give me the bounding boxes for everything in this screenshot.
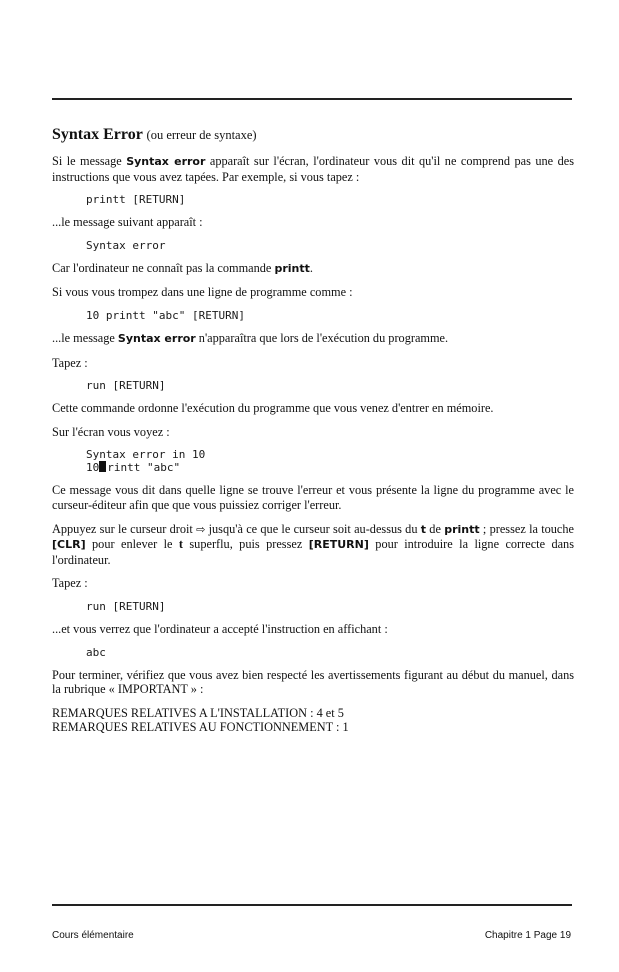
cursor-block-icon (99, 461, 106, 472)
p5-text-pre: ...le message (52, 330, 118, 345)
code5-line2-prefix: 10 (86, 461, 100, 475)
paragraph-7: Cette commande ordonne l'exécution du programme que vous venez d'entrer en mémoire. (52, 401, 494, 416)
p10-part-f: superflu, puis pressez (182, 537, 309, 552)
paragraph-2: ...le message suivant apparaît : (52, 215, 203, 230)
right-arrow-icon: ⇨ (196, 522, 206, 536)
p10-bold-t: t (420, 522, 427, 536)
heading-subtitle: (ou erreur de syntaxe) (146, 128, 257, 142)
p10-bold-printt: printt (444, 522, 480, 536)
paragraph-5 (52, 331, 574, 347)
section-heading (52, 126, 574, 144)
paragraph-10 (52, 522, 574, 568)
footer-course-title: Cours élémentaire (52, 930, 134, 941)
paragraph-3 (52, 261, 574, 277)
top-rule (52, 98, 572, 100)
p10-part-b: jusqu'à ce que le curseur soit au-dessus du (205, 521, 421, 536)
p1-bold: Syntax error (126, 155, 206, 168)
p10-bold-t2: t (178, 537, 183, 552)
code-block-7: abc (86, 645, 106, 659)
p10-part-c: de (426, 521, 445, 536)
p3-text-post: . (309, 260, 313, 275)
code-block-5 (86, 448, 574, 474)
code5-line2-suffix: rintt "abc" (107, 461, 181, 475)
p10-bold-return: [RETURN] (308, 538, 369, 552)
paragraph-8: Sur l'écran vous voyez : (52, 424, 170, 439)
heading-title: Syntax Error (52, 126, 143, 143)
code-block-1: printt [RETURN] (86, 193, 186, 207)
p10-part-g: pour introduire la ligne correcte dans l'ordinateur. (52, 537, 574, 567)
p5-text-post: n'apparaîtra que lors de l'exécution du programme. (195, 330, 449, 345)
code-block-6: run [RETURN] (86, 599, 166, 613)
footer-chapter-page: Chapitre 1 Page 19 (484, 930, 571, 941)
remark-installation: REMARQUES RELATIVES A L'INSTALLATION : 4 et 5 (52, 705, 344, 720)
p10-bold-clr: [CLR] (52, 538, 86, 552)
remark-fonctionnement: REMARQUES RELATIVES AU FONCTIONNEMENT : 1 (52, 719, 349, 734)
paragraph-13: Pour terminer, vérifiez que vous avez bien respecté les avertissements figurant au début du manuel, dans la rubrique « IMPORTANT » : (52, 667, 574, 697)
p1-text-pre: Si le message (52, 154, 127, 168)
code-block-2: Syntax error (86, 238, 166, 252)
p3-text-pre: Car l'ordinateur ne connaît pas la commande (52, 260, 275, 275)
p10-part-d: ; pressez la touche (479, 521, 574, 536)
p5-bold: Syntax error (117, 331, 196, 345)
code-block-3: 10 printt "abc" [RETURN] (86, 308, 245, 322)
paragraph-1 (52, 154, 574, 184)
paragraph-4: Si vous vous trompez dans une ligne de programme comme : (52, 285, 353, 300)
p3-bold: printt (274, 261, 310, 275)
p1-text-post: apparaît sur l'écran, l'ordinateur vous dit qu'il ne comprend pas une des instructions que vous avez tapées. Par exemple, si vous tapez : (52, 154, 574, 184)
paragraph-6: Tapez : (52, 355, 88, 370)
page-content (52, 126, 574, 734)
p10-part-e: pour enlever le (85, 537, 179, 552)
paragraph-11: Tapez : (52, 576, 88, 591)
p10-part-a: Appuyez sur le curseur droit (52, 521, 197, 536)
paragraph-12: ...et vous verrez que l'ordinateur a accepté l'instruction en affichant : (52, 621, 388, 636)
paragraph-9: Ce message vous dit dans quelle ligne se trouve l'erreur et vous présente la ligne du programme avec le curseur-éditeur afin que que vous puissiez corriger l'erreur. (52, 483, 574, 512)
bottom-rule (52, 904, 572, 906)
code5-line1: Syntax error in 10 (86, 448, 206, 462)
code-block-4: run [RETURN] (86, 379, 166, 393)
